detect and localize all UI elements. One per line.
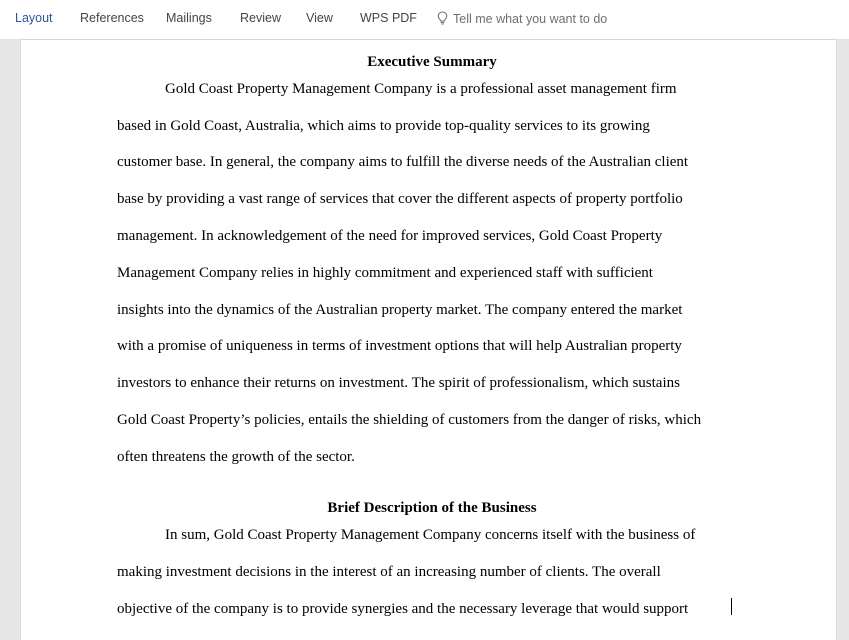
tab-review[interactable]: Review bbox=[240, 11, 281, 25]
document-page[interactable] bbox=[21, 40, 836, 640]
tab-layout[interactable]: Layout bbox=[15, 11, 53, 25]
paragraph-line: making investment decisions in the interest of an increasing number of clients. The overall bbox=[117, 564, 661, 580]
paragraph-line: customer base. In general, the company aims to fulfill the diverse needs of the Australian client bbox=[117, 154, 689, 170]
paragraph-line: often threatens the growth of the sector. bbox=[117, 449, 355, 465]
tab-wps-pdf[interactable]: WPS PDF bbox=[360, 11, 417, 25]
paragraph-line: Gold Coast Property Management Company is a professional asset management firm bbox=[165, 81, 677, 97]
ribbon-tab-bar bbox=[0, 0, 849, 40]
text-cursor bbox=[731, 598, 732, 615]
paragraph-line: Management Company relies in highly commitment and experienced staff with sufficient bbox=[117, 265, 653, 281]
heading-executive-summary: Executive Summary bbox=[367, 54, 497, 70]
paragraph-line: insights into the dynamics of the Australian property market. The company entered the market bbox=[117, 302, 683, 318]
paragraph-line: management. In acknowledgement of the need for improved services, Gold Coast Property bbox=[117, 228, 663, 244]
paragraph-line: based in Gold Coast, Australia, which aims to provide top-quality services to its growing bbox=[117, 118, 650, 134]
paragraph-line: In sum, Gold Coast Property Management Company concerns itself with the business of bbox=[165, 527, 696, 543]
paragraph-line: investors to enhance their returns on investment. The spirit of professionalism, which sustains bbox=[117, 375, 680, 391]
tell-me-placeholder: Tell me what you want to do bbox=[453, 12, 608, 26]
tab-view[interactable]: View bbox=[306, 11, 333, 25]
paragraph-line: Gold Coast Property’s policies, entails the shielding of customers from the danger of risks, which bbox=[117, 412, 702, 428]
tell-me-search[interactable] bbox=[437, 11, 607, 26]
paragraph-line: base by providing a vast range of services that cover the different aspects of property portfolio bbox=[117, 191, 683, 207]
paragraph-line: objective of the company is to provide synergies and the necessary leverage that would support bbox=[117, 601, 689, 617]
paragraph-line: with a promise of uniqueness in terms of investment options that will help Australian property bbox=[117, 338, 682, 354]
heading-brief-description: Brief Description of the Business bbox=[327, 500, 537, 516]
lightbulb-icon bbox=[437, 11, 448, 25]
tab-references[interactable]: References bbox=[80, 11, 144, 25]
tab-mailings[interactable]: Mailings bbox=[166, 11, 212, 25]
